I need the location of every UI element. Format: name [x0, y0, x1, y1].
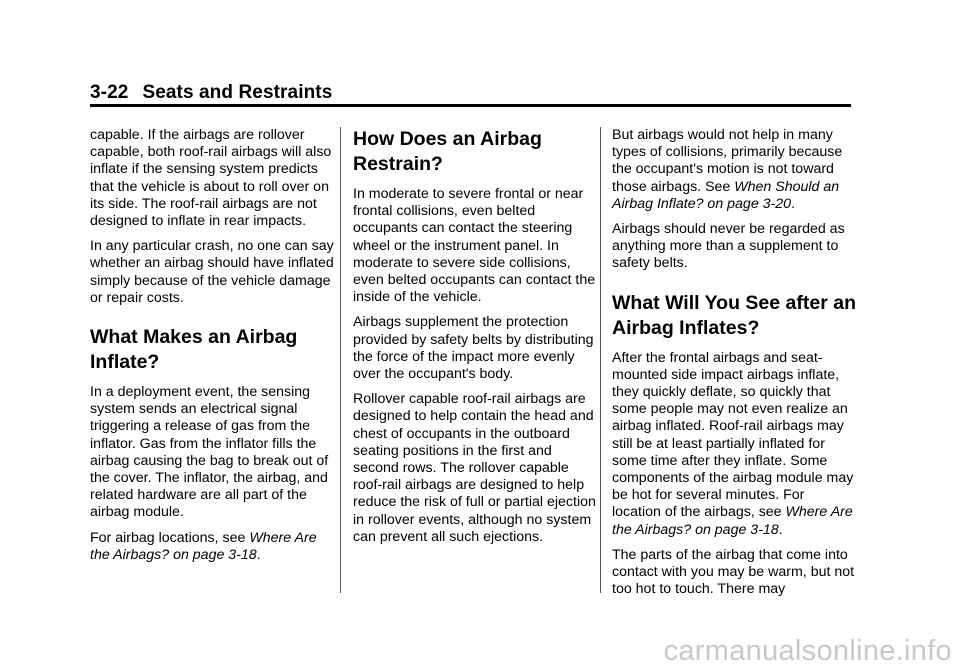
paragraph: In a deployment event, the sensing system sends an electrical signal triggering a release of gas from the inflator. Gas from the inflator fills the airbag causing the bag to break out of the cover. The inflator, the airbag, and related hardware are all part of the airbag module. — [90, 384, 329, 521]
paragraph: The parts of the airbag that come into contact with you may be warm, but not too hot to touch. There may — [612, 546, 855, 598]
header-rule — [90, 104, 851, 107]
paragraph: Airbags should never be regarded as anything more than a supplement to safety belts. — [612, 221, 845, 272]
section-heading: How Does an Airbag Restrain? — [353, 128, 542, 175]
paragraph: After the frontal airbags and seat-mounted side impact airbags inflate, they quickly deflate, so quickly that some people may not even realize an airbag inflated. Roof-rail airbags may still be at least partially inflated for some time after they inflate. Some components of the airbag module may be hot for several minutes. For location of the airbags, see Where Are the Airbags? on page 3-18. — [612, 349, 854, 538]
page-header — [90, 82, 332, 104]
paragraph: For airbag locations, see Where Are the Airbags? on page 3-18. — [90, 529, 317, 563]
cross-reference-link[interactable]: Where Are the Airbags? on page 3-18 — [612, 504, 853, 538]
column-2 — [353, 127, 597, 554]
cross-reference-link[interactable]: Where Are the Airbags? on page 3-18 — [90, 529, 317, 563]
column-3 — [612, 127, 856, 606]
paragraph: Airbags supplement the protection provided by safety belts by distributing the force of the impact more evenly over the occupant's body. — [353, 314, 594, 383]
section-heading: What Makes an Airbag Inflate? — [90, 326, 298, 374]
paragraph: Rollover capable roof-rail airbags are designed to help contain the head and chest of occupants in the outboard seating positions in the first and second rows. The rollover capable roof-rail airbags are designed to help reduce the risk of full or partial ejection in rollover events, although no system can prevent all such ejections. — [353, 391, 596, 545]
watermark-text: carmanualsonline.info — [663, 635, 952, 667]
cross-reference-link[interactable]: When Should an Airbag Inflate? on page 3-20 — [612, 178, 840, 212]
page-number: 3-22 — [90, 82, 129, 103]
paragraph: capable. If the airbags are rollover capable, both roof-rail airbags will also inflate if the sensing system predicts that the vehicle is about to roll over on its side. The roof-rail airbags are not designed to inflate in rear impacts. — [90, 127, 332, 230]
paragraph: In any particular crash, no one can say whether an airbag should have inflated simply because of the vehicle damage or repair costs. — [90, 238, 334, 306]
paragraph: In moderate to severe frontal or near frontal collisions, even belted occupants can contact the steering wheel or the instrument panel. In moderate to severe side collisions, even belted occupants can contact the inside of the vehicle. — [353, 186, 596, 306]
paragraph: But airbags would not help in many types of collisions, primarily because the occupant's motion is not toward those airbags. See When Should an Airbag Inflate? on page 3-20. — [612, 127, 843, 212]
column-divider — [340, 127, 341, 593]
column-1 — [90, 127, 334, 572]
column-divider — [600, 127, 601, 593]
section-heading: What Will You See after an Airbag Inflates? — [612, 291, 856, 339]
section-title: Seats and Restraints — [142, 82, 333, 103]
